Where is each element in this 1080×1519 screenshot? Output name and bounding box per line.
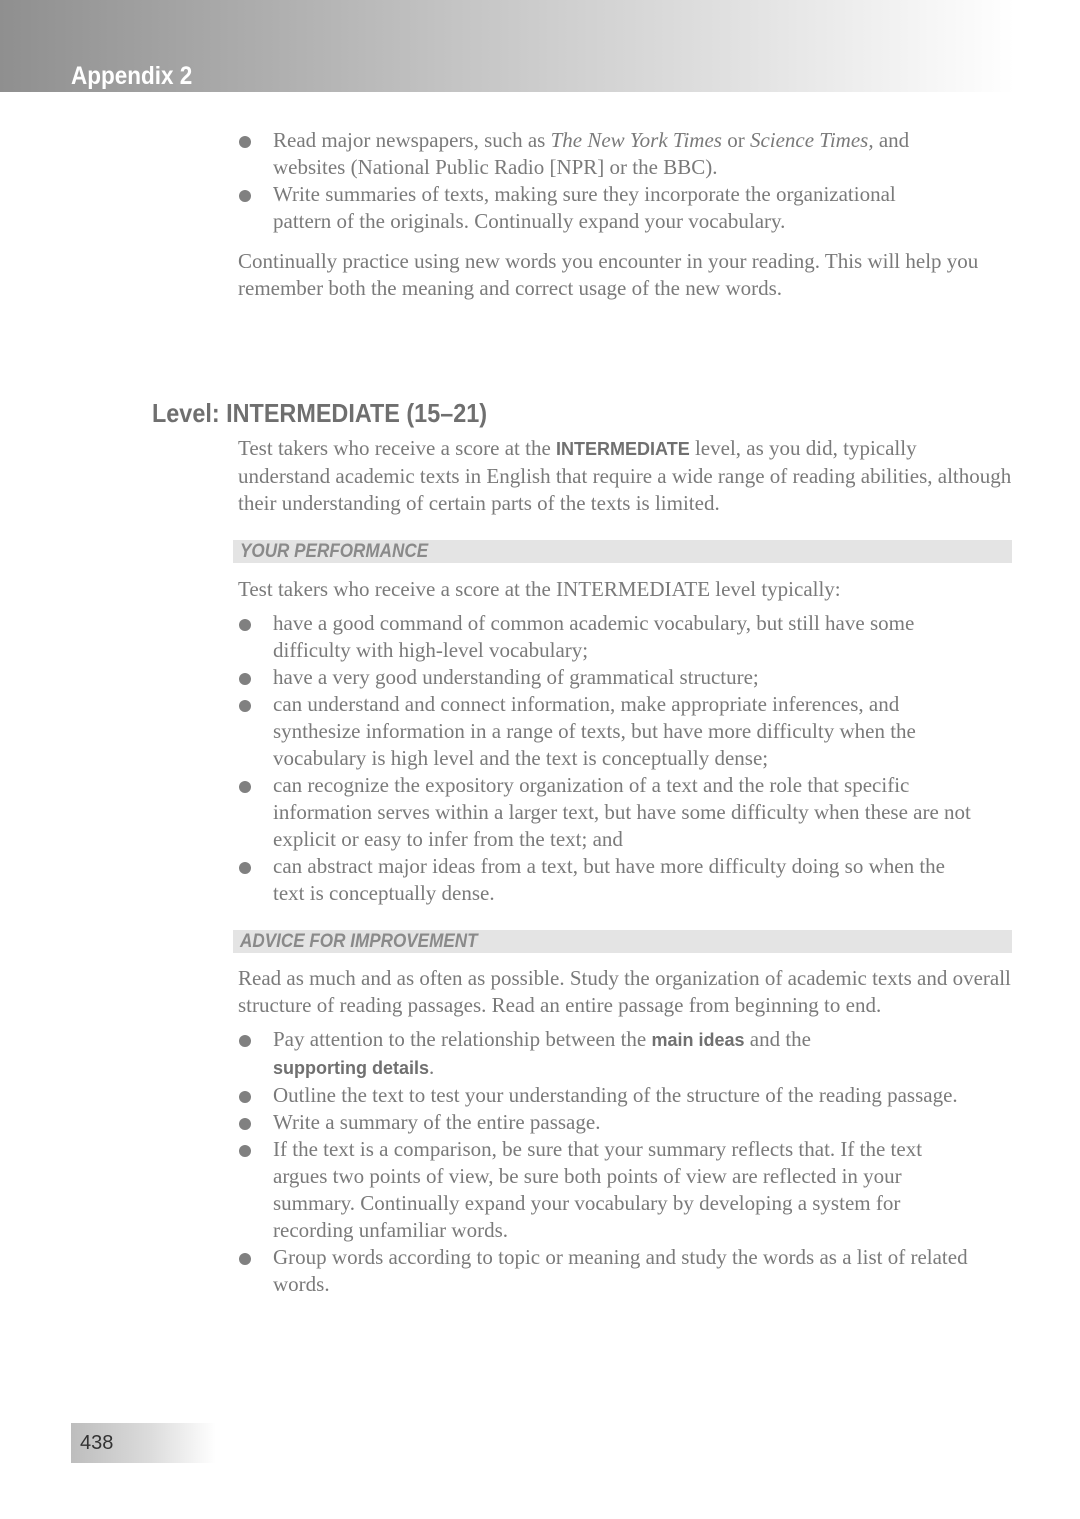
- advice-label: ADVICE FOR IMPROVEMENT: [240, 931, 478, 952]
- list-item: can understand and connect information, make appropriate inferences, and synthesize information in a range of texts, but have more difficulty when the vocabulary is high level and the text is conceptually dense;: [238, 691, 973, 772]
- list-item: Write a summary of the entire passage.: [238, 1109, 973, 1136]
- list-item: can recognize the expository organization of a text and the role that specific information serves within a larger text, but have some difficulty when these are not explicit or easy to infer from the text; and: [238, 772, 973, 853]
- page-number: 438: [80, 1432, 114, 1454]
- performance-section: [238, 576, 1012, 907]
- top-section: [238, 127, 1012, 302]
- your-performance-label: YOUR PERFORMANCE: [240, 541, 429, 562]
- advice-bullet-list: [238, 1026, 973, 1298]
- page-header-band: [0, 0, 1015, 92]
- top-bullet-list: [238, 127, 958, 235]
- list-item: Read major newspapers, such as The New York Times or Science Times, and websites (National Public Radio [NPR] or the BBC).: [238, 127, 958, 181]
- advice-section: [238, 965, 1012, 1298]
- page-number-box: [71, 1423, 216, 1463]
- list-item: Write summaries of texts, making sure they incorporate the organizational pattern of the originals. Continually expand your vocabulary.: [238, 181, 958, 235]
- main-ideas-bold: main ideas: [651, 1030, 745, 1050]
- supporting-details-bold: supporting details: [273, 1058, 430, 1078]
- list-item: If the text is a comparison, be sure that your summary reflects that. If the text argues two points of view, be sure both points of view are reflected in your summary. Continually expand your vocabulary by developing a system for recording unfamiliar words.: [238, 1136, 973, 1244]
- list-item: Pay attention to the relationship between the main ideas and the supporting details.: [238, 1026, 973, 1082]
- list-item: have a good command of common academic vocabulary, but still have some difficulty with high-level vocabulary;: [238, 610, 973, 664]
- performance-lead: Test takers who receive a score at the INTERMEDIATE level typically:: [238, 577, 841, 601]
- list-item: Outline the text to test your understanding of the structure of the reading passage.: [238, 1082, 973, 1109]
- header-title: Appendix 2: [71, 62, 193, 90]
- level-intro-paragraph: Test takers who receive a score at the INTERMEDIATE level, as you did, typically understand academic texts in English that require a wide range of reading abilities, although their understanding of certain parts of the texts is limited.: [238, 436, 1012, 515]
- level-intro: [238, 435, 1012, 517]
- practice-paragraph: Continually practice using new words you encounter in your reading. This will help you remember both the meaning and correct usage of the new words.: [238, 249, 979, 300]
- advice-lead: Read as much and as often as possible. Study the organization of academic texts and overall structure of reading passages. Read an entire passage from beginning to end.: [238, 966, 1011, 1017]
- level-heading: Level: INTERMEDIATE (15–21): [152, 398, 488, 428]
- intermediate-bold: INTERMEDIATE: [556, 439, 690, 459]
- list-item: can abstract major ideas from a text, but have more difficulty doing so when the text is conceptually dense.: [238, 853, 973, 907]
- list-item: Group words according to topic or meaning and study the words as a list of related words.: [238, 1244, 973, 1298]
- list-item: have a very good understanding of grammatical structure;: [238, 664, 973, 691]
- advice-band: [233, 930, 1012, 953]
- your-performance-band: [233, 540, 1012, 563]
- performance-bullet-list: [238, 610, 973, 907]
